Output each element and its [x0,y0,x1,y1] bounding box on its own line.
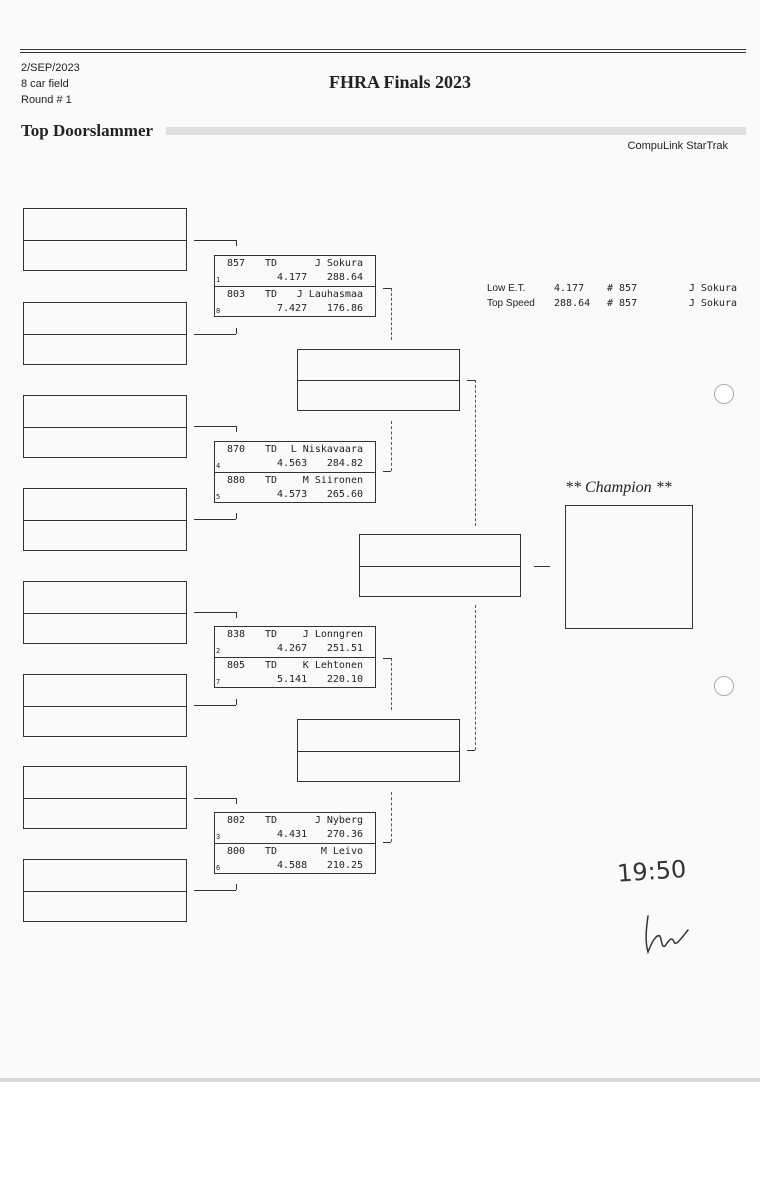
speed: 270.36 [326,829,363,840]
entry-row [215,627,375,657]
entry-row [215,844,375,874]
entry-row [215,442,375,472]
speed: 265.60 [326,489,363,500]
event-title: FHRA Finals 2023 [328,72,471,92]
elapsed-time: 4.267 [277,643,308,654]
top-speed-value: 288.64 [554,298,591,309]
low-et-row [487,281,737,296]
dotted-rule [166,127,746,135]
connector [236,612,237,618]
connector [383,842,391,843]
empty-entry-box [23,581,187,644]
semifinal-box [297,349,460,411]
champion-box [565,505,693,629]
connector [236,798,237,804]
entry-row [215,473,375,503]
driver-name: J Nyberg [314,815,363,826]
entry-row [215,813,375,843]
car-class: TD [265,629,278,640]
entry-row [215,256,375,286]
connector [194,705,236,706]
car-class: TD [265,475,278,486]
connector [383,288,391,289]
car-class: TD [265,289,278,300]
low-et-driver: J Sokura [688,283,737,294]
speed: 210.25 [326,860,363,871]
stats-block [487,281,737,311]
connector [236,513,237,519]
empty-entry-box [23,302,187,365]
speed: 176.86 [326,303,363,314]
handwritten-note [612,850,692,960]
connector [194,798,236,799]
connector [194,240,236,241]
sheet-edge [0,1078,760,1082]
car-number: 803 [227,289,246,300]
car-class: TD [265,258,278,269]
elapsed-time: 5.141 [277,674,308,685]
speed: 288.64 [326,272,363,283]
field-size: 8 car field [21,78,69,90]
connector [391,658,392,710]
low-et-value: 4.177 [554,283,585,294]
connector [236,426,237,432]
car-class: TD [265,815,278,826]
driver-name: M Leivo [320,846,363,857]
car-class: TD [265,444,278,455]
top-speed-label: Top Speed [487,298,535,309]
connector [194,890,236,891]
match-box [214,626,376,688]
empty-entry-box [23,395,187,458]
driver-name: L Niskavaara [290,444,363,455]
connector [194,334,236,335]
car-number: 880 [227,475,246,486]
elapsed-time: 4.563 [277,458,308,469]
lane-number: 4 [216,462,221,470]
elapsed-time: 7.427 [277,303,308,314]
connector [475,605,476,750]
handwritten-time: 19:50 [616,854,688,888]
driver-name: J Sokura [314,258,363,269]
match-box [214,812,376,874]
car-number: 838 [227,629,246,640]
empty-entry-box [23,488,187,551]
speed: 284.82 [326,458,363,469]
lane-number: 6 [216,864,221,872]
software-credit: CompuLink StarTrak [627,140,728,152]
driver-name: J Lonngren [302,629,363,640]
event-date: 2/SEP/2023 [21,62,80,74]
top-speed-row [487,296,737,311]
punch-hole [714,676,734,696]
car-number: 805 [227,660,246,671]
connector [236,699,237,705]
match-box [214,255,376,317]
driver-name: J Lauhasmaa [296,289,363,300]
elapsed-time: 4.588 [277,860,308,871]
semifinal-box [297,719,460,782]
connector [194,519,236,520]
connector [391,792,392,842]
empty-entry-box [23,766,187,829]
connector [194,612,236,613]
elapsed-time: 4.431 [277,829,308,840]
lane-number: 5 [216,493,221,501]
car-number: 857 [227,258,246,269]
lane-number: 7 [216,678,221,686]
lane-number: 8 [216,307,221,315]
driver-name: K Lehtonen [302,660,363,671]
connector [236,884,237,890]
elapsed-time: 4.573 [277,489,308,500]
connector [467,380,475,381]
low-et-car: # 857 [607,283,638,294]
empty-entry-box [23,208,187,271]
connector [383,658,391,659]
entry-row [215,658,375,688]
connector [534,566,550,567]
lane-number: 2 [216,647,221,655]
champion-label: ** Champion ** [565,479,672,496]
empty-entry-box [23,859,187,922]
top-rule-2 [20,52,746,53]
car-number: 870 [227,444,246,455]
punch-hole [714,384,734,404]
car-number: 800 [227,846,246,857]
elapsed-time: 4.177 [277,272,308,283]
speed: 251.51 [326,643,363,654]
empty-entry-box [23,674,187,737]
connector [383,471,391,472]
connector [391,421,392,471]
connector [236,328,237,334]
match-box [214,441,376,503]
speed: 220.10 [326,674,363,685]
car-number: 802 [227,815,246,826]
driver-name: M Siironen [302,475,363,486]
car-class: TD [265,660,278,671]
connector [391,288,392,340]
entry-row [215,287,375,317]
low-et-label: Low E.T. [487,283,526,294]
lane-number: 1 [216,276,221,284]
connector [467,750,475,751]
car-class: TD [265,846,278,857]
final-box [359,534,521,597]
top-speed-driver: J Sokura [688,298,737,309]
class-title: Top Doorslammer [21,121,154,140]
connector [194,426,236,427]
top-speed-car: # 857 [607,298,638,309]
top-rule [20,49,746,50]
connector [475,380,476,526]
round-number: Round # 1 [21,94,72,106]
connector [236,240,237,246]
event-info [21,60,80,108]
lane-number: 3 [216,833,221,841]
handwritten-signature [646,916,688,952]
